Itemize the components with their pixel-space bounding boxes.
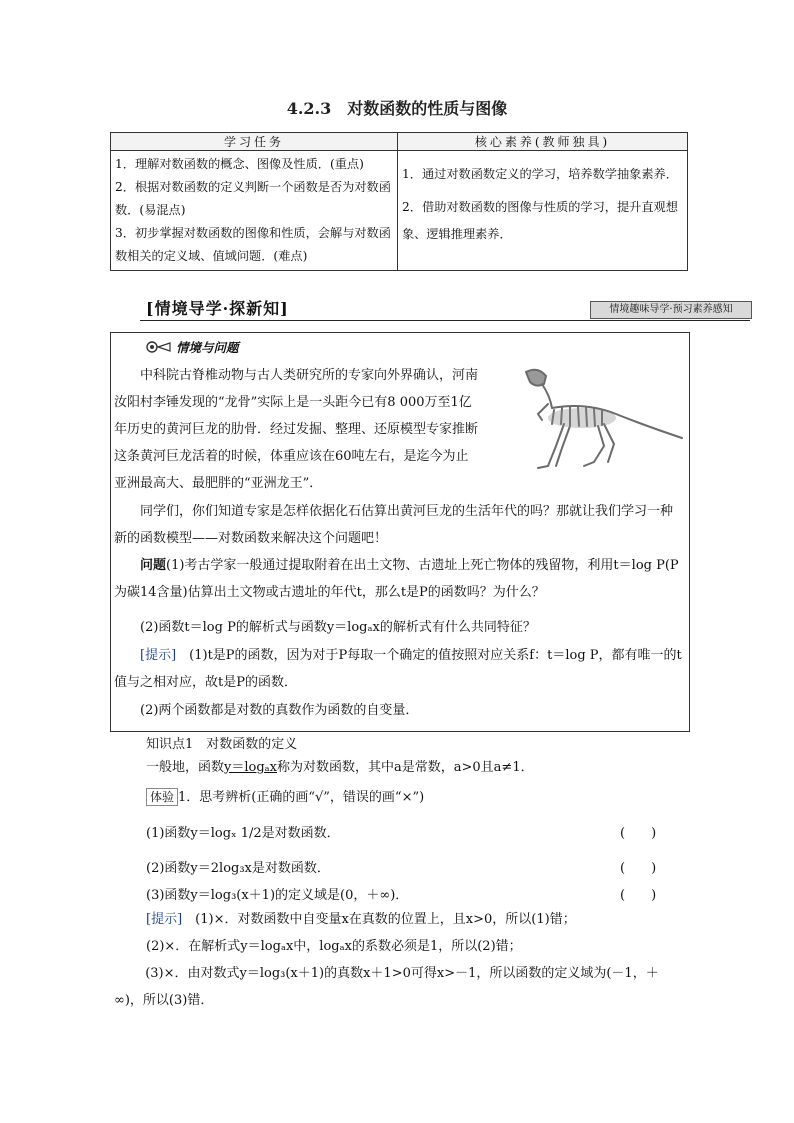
literacy-header: 核心素养(教师独具) [398,133,688,151]
exercise-item-1: (1)函数y＝logₓ 1/2是对数函数． [146,826,340,841]
literacy-item: 2．借助对数函数的图像与性质的学习，提升直观想象、逻辑推理素养． [402,200,678,241]
task-item: 2．根据对数函数的定义判断一个函数是否为对数函数．(易混点) [115,180,391,217]
task-header: 学习任务 [111,133,398,151]
hint-label: [提示] [146,912,183,927]
section-divider [140,320,750,321]
situation-paragraph: 同学们，你们知道专家是怎样依据化石估算出黄河巨龙的生活年代的吗？那就让我们学习一种新的函数模型——对数函数来解决这个问题吧！ [114,504,674,546]
section-title: [情境导学·探新知] [146,299,289,318]
exercise-answer-2: (2)×．在解析式y＝logₐx中，logₐx的系数必须是1，所以(2)错； [146,939,522,954]
task-list [111,151,398,271]
answer-2: (2)两个函数都是对数的真数作为函数的自变量． [140,703,419,718]
situation-paragraph: 中科院古脊椎动物与古人类研究所的专家向外界确认，河南汝阳村李锤发现的“龙骨”实际上是一头距今已有8 000万至1亿年历史的黄河巨龙的肋骨．经过发掘、整理、还原模型专家推断这条黄河巨龙活着的时候，体重应该在60吨左右，是迄今为止亚洲最高大、最肥胖的“亚洲龙王”． [114,368,479,491]
exercise-intro: 体验 1．思考辨析(正确的画“√”，错误的画“×”) [146,786,424,806]
task-item: 1．理解对数函数的概念、图像及性质．(重点) [115,157,364,171]
exercise-item-2: (2)函数y＝2log₃x是对数函数． [146,861,330,876]
situation-icon [146,340,172,354]
literacy-list [398,151,688,271]
question-label: 问题 [140,558,167,573]
knowledge-heading: 知识点1 对数函数的定义 [146,737,298,752]
exercise-answer-1: [提示] (1)×．对数函数中自变量x在真数的位置上，且x>0，所以(1)错； [146,912,576,927]
answer-1: [提示] (1)t是P的函数，因为对于P每取一个确定的值按照对应关系f：t＝log P，都有唯一的t值与之相对应，故t是P的函数． [114,648,682,690]
page-title: 4.2.3 对数函数的性质与图像 [286,99,508,118]
answer-paren: ( ) [620,861,657,876]
learning-task-table [110,132,688,271]
knowledge-definition: 一般地，函数y＝logₐx称为对数函数，其中a是常数，a>0且a≠1． [146,760,534,775]
answer-paren: ( ) [620,826,657,841]
tiyan-label: 体验 [146,788,178,806]
question-1: 问题(1)考古学家一般通过提取附着在出土文物、古遗址上死亡物体的残留物，利用t＝log P(P为碳14含量)估算出土文物或古遗址的年代t，那么t是P的函数吗？为什么？ [114,558,679,600]
question-2: (2)函数t＝log P的解析式与函数y＝logₐx的解析式有什么共同特征？ [140,620,536,635]
literacy-item: 1．通过对数函数定义的学习，培养数学抽象素养． [402,167,678,181]
dinosaur-skeleton-image [486,362,686,474]
definition-function: y＝logₐx [224,760,278,775]
exercise-answer-3: (3)×．由对数式y＝log₃(x＋1)的真数x＋1>0可得x>－1，所以函数的定义域为(－1，＋∞)，所以(3)错． [114,966,659,1008]
exercise-item-3: (3)函数y＝log₃(x＋1)的定义域是(0，＋∞)． [146,888,409,903]
answer-paren: ( ) [620,888,657,903]
section-tag: 情境趣味导学·预习素养感知 [590,301,752,319]
hint-label: [提示] [140,648,177,663]
situation-heading: 情境与问题 [146,338,239,356]
task-item: 3．初步掌握对数函数的图像和性质，会解与对数函数相关的定义域、值域问题．(难点) [115,226,391,263]
